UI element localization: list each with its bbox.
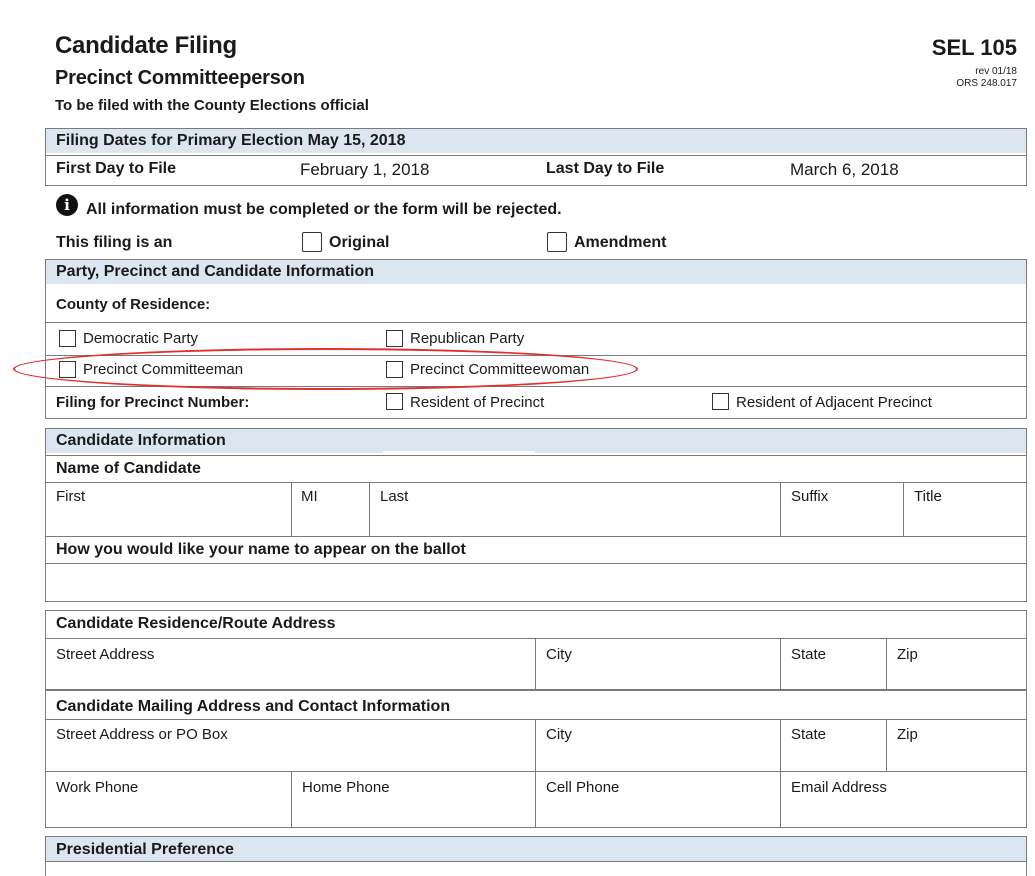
email-label: Email Address	[791, 779, 887, 796]
last-name-input[interactable]	[371, 505, 779, 535]
mailing-zip-label: Zip	[897, 726, 918, 743]
form-subtitle: Precinct Committeeperson	[55, 67, 305, 89]
info-icon: i	[56, 194, 78, 216]
last-day-value: March 6, 2018	[790, 160, 899, 179]
mailing-city-input[interactable]	[537, 745, 779, 769]
first-name-label: First	[56, 488, 86, 505]
residence-state-input[interactable]	[782, 665, 885, 688]
candidate-info-heading: Candidate Information	[56, 432, 226, 449]
mi-input[interactable]	[293, 505, 368, 535]
first-day-value: February 1, 2018	[300, 160, 430, 179]
home-phone-input[interactable]	[293, 798, 534, 826]
mailing-city-label: City	[546, 726, 572, 743]
residence-state-label: State	[791, 646, 827, 663]
filed-with-note: To be filed with the County Elections official	[55, 97, 369, 114]
resident-precinct-checkbox[interactable]	[386, 393, 403, 410]
filing-type-label: This filing is an	[56, 234, 173, 251]
county-label: County of Residence:	[56, 296, 211, 313]
democratic-checkbox[interactable]	[59, 330, 76, 347]
amendment-label: Amendment	[574, 234, 667, 251]
committeeman-label: Precinct Committeeman	[83, 361, 244, 378]
mailing-street-input[interactable]	[47, 745, 534, 769]
democratic-label: Democratic Party	[83, 330, 199, 347]
cell-phone-label: Cell Phone	[546, 779, 620, 796]
email-input[interactable]	[782, 798, 1025, 826]
form-number: SEL 105	[931, 35, 1017, 60]
title-input[interactable]	[905, 505, 1025, 535]
mailing-heading: Candidate Mailing Address and Contact Information	[56, 698, 451, 715]
first-name-input[interactable]	[47, 505, 290, 535]
work-phone-input[interactable]	[47, 798, 290, 826]
original-label: Original	[329, 234, 390, 251]
republican-label: Republican Party	[410, 330, 525, 347]
ballot-name-input[interactable]	[47, 565, 1025, 600]
mailing-street-label: Street Address or PO Box	[56, 726, 228, 743]
ballot-name-heading: How you would like your name to appear on the ballot	[56, 541, 466, 558]
band-gap	[383, 451, 535, 457]
residence-zip-input[interactable]	[888, 665, 1025, 688]
statute-text: ORS 248.017	[956, 78, 1017, 89]
mailing-zip-input[interactable]	[888, 745, 1025, 769]
resident-adjacent-label: Resident of Adjacent Precinct	[736, 394, 932, 411]
highlight-ellipse	[13, 348, 638, 390]
resident-precinct-label: Resident of Precinct	[410, 394, 545, 411]
residence-city-label: City	[546, 646, 572, 663]
party-section-heading: Party, Precinct and Candidate Information	[56, 263, 374, 280]
filing-dates-heading: Filing Dates for Primary Election May 15, 2018	[56, 132, 406, 149]
title-label: Title	[914, 488, 942, 505]
first-day-label: First Day to File	[56, 160, 177, 177]
committeewoman-label: Precinct Committeewoman	[410, 361, 590, 378]
last-day-label: Last Day to File	[546, 160, 665, 177]
original-checkbox[interactable]	[302, 232, 322, 252]
residence-heading: Candidate Residence/Route Address	[56, 615, 336, 632]
residence-zip-label: Zip	[897, 646, 918, 663]
republican-checkbox[interactable]	[386, 330, 403, 347]
resident-adjacent-checkbox[interactable]	[712, 393, 729, 410]
cell-phone-input[interactable]	[537, 798, 779, 826]
revision-text: rev 01/18	[975, 66, 1017, 77]
home-phone-label: Home Phone	[302, 779, 390, 796]
mailing-state-label: State	[791, 726, 827, 743]
amendment-checkbox[interactable]	[547, 232, 567, 252]
mi-label: MI	[301, 488, 318, 505]
suffix-label: Suffix	[791, 488, 829, 505]
presidential-heading: Presidential Preference	[56, 841, 234, 858]
form-revision	[956, 66, 1017, 90]
mailing-state-input[interactable]	[782, 745, 885, 769]
suffix-input[interactable]	[782, 505, 902, 535]
work-phone-label: Work Phone	[56, 779, 139, 796]
residence-street-label: Street Address	[56, 646, 155, 663]
residence-street-input[interactable]	[47, 665, 534, 688]
name-heading: Name of Candidate	[56, 460, 201, 477]
last-name-label: Last	[380, 488, 409, 505]
notice-text: All information must be completed or the form will be rejected.	[86, 201, 562, 218]
precinct-number-label: Filing for Precinct Number:	[56, 394, 250, 411]
form-title: Candidate Filing	[55, 32, 237, 59]
residence-city-input[interactable]	[537, 665, 779, 688]
